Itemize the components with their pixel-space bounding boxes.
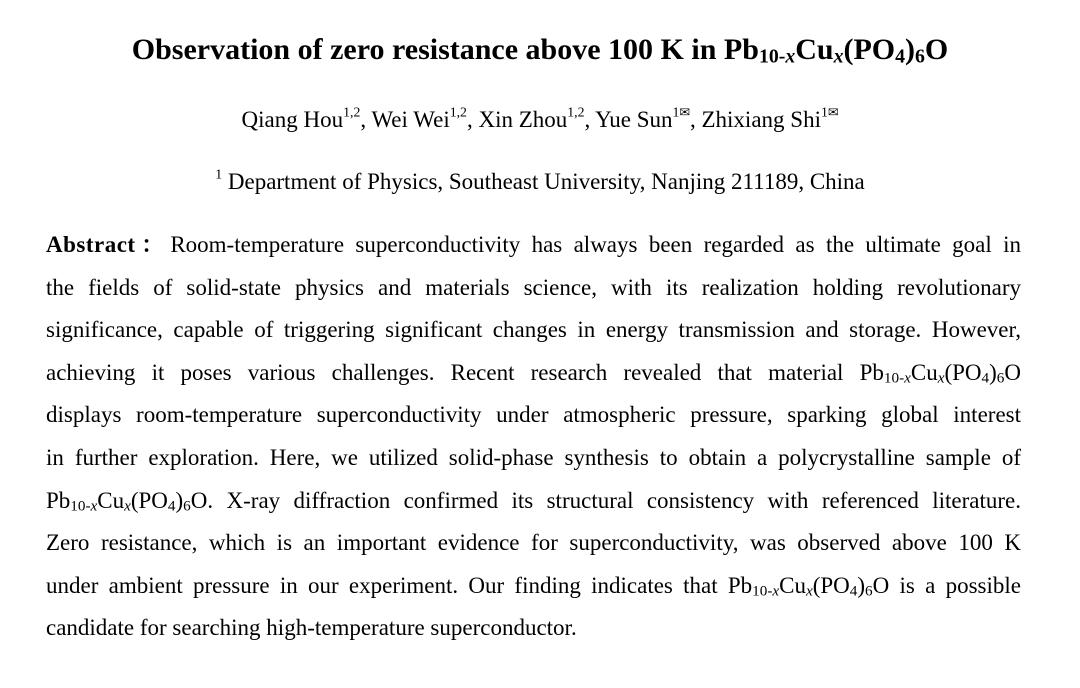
abstract-text: achieving it poses various challenges. Recent research revealed that material — [46, 359, 860, 385]
abstract-line — [46, 437, 1021, 480]
abstract-text: . X-ray diffraction confirmed its structural consistency with referenced literature. — [207, 487, 1021, 513]
abstract-text: Room-temperature superconductivity has always been regarded as the ultimate goal in — [170, 232, 1021, 257]
abstract-text: displays room-temperature superconductivity under atmospheric pressure, sparking global interest — [46, 402, 1021, 428]
abstract-line — [46, 607, 1021, 650]
abstract-text: under ambient pressure in our experiment. Our finding indicates that — [46, 572, 728, 598]
abstract — [46, 224, 1021, 650]
abstract-label: Abstract： — [46, 232, 171, 257]
abstract-text: is a possible — [889, 572, 1021, 598]
affiliation-number: 1 — [215, 166, 223, 182]
author-separator: , — [584, 107, 596, 132]
author-affiliation: 1,2 — [343, 104, 361, 120]
paper-title — [0, 30, 1080, 70]
abstract-line — [46, 267, 1021, 310]
title-text: Observation of zero resistance above 100 K in — [131, 33, 724, 66]
affiliation — [0, 166, 1080, 198]
affiliation-text: Department of Physics, Southeast University, Nanjing 211189, China — [222, 169, 865, 194]
chemical-formula: $Pb_{10-x}Cu_x(PO_4)_6O$ — [859, 359, 1021, 387]
author-name: Wei Wei — [371, 107, 450, 132]
envelope-icon: ✉ — [679, 104, 690, 120]
abstract-text: significance, capable of triggering significant changes in energy transmission and storage. However, — [46, 317, 1021, 343]
abstract-line — [46, 352, 1021, 395]
abstract-line — [46, 522, 1021, 565]
title-formula: $Pb_{10-x}Cu_x(PO_4)_6O$ — [723, 33, 949, 68]
author-affiliation: 1 — [672, 104, 680, 120]
abstract-text: the fields of solid-state physics and materials science, with its realization holding revolutionary — [46, 274, 1021, 300]
author-name: Xin Zhou — [478, 107, 568, 132]
abstract-line — [46, 394, 1021, 437]
author-name: Qiang Hou — [241, 107, 344, 132]
author-affiliation: 1 — [820, 104, 828, 120]
author-name: Zhixiang Shi — [701, 107, 821, 132]
chemical-formula: $Pb_{10-x}Cu_x(PO_4)_6O$ — [46, 487, 208, 515]
author-separator: , — [689, 107, 702, 132]
author-separator: , — [360, 107, 372, 132]
abstract-text: in further exploration. Here, we utilized solid-phase synthesis to obtain a polycrystalline sample of — [46, 444, 1021, 470]
abstract-line — [46, 224, 1021, 267]
author-name: Yue Sun — [595, 107, 673, 132]
envelope-icon: ✉ — [827, 104, 839, 120]
abstract-line — [46, 565, 1021, 608]
author-separator: , — [466, 107, 479, 132]
abstract-line — [46, 480, 1021, 523]
abstract-text: candidate for searching high-temperature superconductor. — [46, 615, 577, 641]
author-affiliation: 1,2 — [449, 104, 467, 120]
author-affiliation: 1,2 — [567, 104, 585, 120]
chemical-formula: $Pb_{10-x}Cu_x(PO_4)_6O$ — [727, 572, 890, 600]
abstract-text: Zero resistance, which is an important evidence for superconductivity, was observed above 100 K — [46, 530, 1021, 556]
abstract-line — [46, 309, 1021, 352]
author-list — [0, 104, 1080, 136]
